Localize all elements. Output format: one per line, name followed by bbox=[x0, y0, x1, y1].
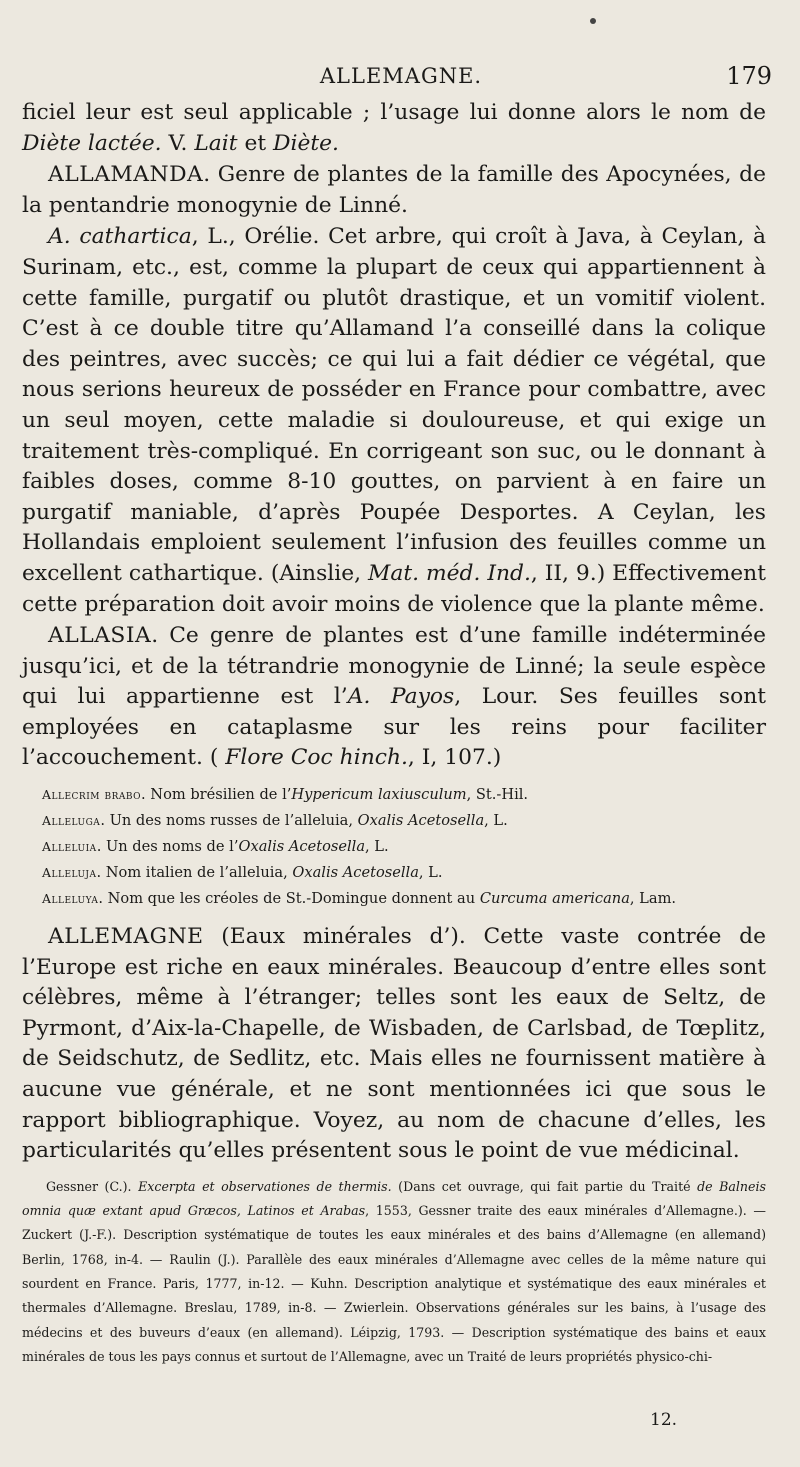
text-run: , L. bbox=[484, 812, 508, 830]
entry-headword: ALLASIA bbox=[48, 623, 152, 649]
italic-run: Diète lactée. bbox=[22, 130, 162, 156]
text-run: . Nom que les créoles de St.-Domingue donnent au bbox=[98, 890, 480, 908]
text-run: Gessner (C.). bbox=[46, 1178, 139, 1194]
entry-allasia bbox=[22, 621, 766, 774]
italic-run: Curcuma americana bbox=[479, 890, 630, 908]
page-body bbox=[22, 98, 766, 1369]
text-run: ficiel leur est seul applicable ; l’usage lui donne alors le nom de bbox=[22, 100, 766, 125]
short-entry bbox=[42, 834, 766, 860]
paragraph-continuation bbox=[22, 98, 766, 159]
ink-speck bbox=[590, 18, 596, 24]
italic-run: Diète. bbox=[273, 130, 339, 156]
page-header bbox=[22, 58, 780, 98]
entry-headword: Alleluga bbox=[42, 813, 101, 829]
text-run: , II, 9.) Effectivement cette préparation doit avoir moins de violence que la plante même. bbox=[22, 560, 766, 617]
short-entries bbox=[42, 782, 766, 912]
short-entry bbox=[42, 782, 766, 808]
running-head: ALLEMAGNE. bbox=[319, 64, 483, 88]
text-run: . Un des noms russes de l’alleluia, bbox=[100, 812, 358, 830]
text-run: V. bbox=[161, 130, 195, 156]
italic-run: Oxalis Acetosella bbox=[292, 864, 419, 882]
text-run: , Lam. bbox=[629, 890, 677, 908]
text-run: et bbox=[237, 130, 274, 156]
entry-headword: Allecrim brabo bbox=[42, 787, 142, 803]
italic-run: Oxalis Acetosella bbox=[357, 812, 485, 830]
text-run: , St.-Hil. bbox=[466, 786, 529, 804]
text-run: . Nom brésilien de l’ bbox=[141, 786, 292, 804]
italic-run: Flore Coc hinch. bbox=[225, 745, 408, 771]
short-entry bbox=[42, 860, 766, 886]
text-run: , Lour. Ses feuilles sont employées en cataplasme sur les reins pour faciliter l’accouchement. ( bbox=[22, 684, 767, 771]
italic-run: Hypericum laxiusculum bbox=[291, 786, 467, 804]
entry-allamanda bbox=[22, 160, 766, 221]
entry-headword: Alleluia bbox=[42, 839, 97, 855]
text-run: , L. bbox=[418, 864, 443, 882]
text-run: (Eaux minérales d’). Cette vaste contrée de l’Europe est riche en eaux minérales. Beaucoup d’entre elles sont célèbres, même à l’étranger; telles sont les eaux de Seltz, de Pyrmont, d’Aix-la-Chapelle, de Wisbaden, de Carlsbad, de Tœplitz, de Seidschutz, de Sedlitz, etc. Mais elles ne fournissent matière à aucune vue générale, et ne sont mentionnées ici que sous le rapport bibliographique. Voyez, au nom de chacune d’elles, les particularités qu’elles présentent sous le point de vue médicinal. bbox=[22, 924, 766, 1164]
text-run: . Nom italien de l’alleluia, bbox=[96, 864, 293, 882]
italic-run: Excerpta et observationes de thermis. bbox=[138, 1178, 392, 1194]
entry-allemagne bbox=[22, 922, 766, 1167]
text-run: . Un des noms de l’ bbox=[96, 838, 239, 856]
bibliography bbox=[22, 1175, 766, 1369]
text-run: , 1553, Gessner traite des eaux minérales d’Allemagne.). — Zuckert (J.-F.). Description systématique de toutes les eaux minérales et des bains d’Allemagne (en allemand) Berlin, 1768, in-4. — Raulin (J.). Parallèle des eaux minérales d’Allemagne avec celles de la même nature qui sourdent en France. Paris, 1777, in-12. — Kuhn. Description analytique et systématique des eaux minérales et thermales d’Allemagne. Breslau, 1789, in-8. — Zwierlein. Observations générales sur les bains, à l’usage des médecins et des buveurs d’eaux (en allemand). Léipzig, 1793. — Description systématique des bains et eaux minérales de tous les pays connus et surtout de l’Allemagne, avec un Traité de leurs propriétés physico-chi- bbox=[22, 1203, 766, 1364]
page-number: 179 bbox=[726, 62, 772, 90]
entry-headword: ALLAMANDA bbox=[48, 162, 204, 188]
text-run: , L. bbox=[365, 838, 389, 856]
italic-run: Lait bbox=[194, 130, 238, 156]
text-run: (Dans cet ouvrage, qui fait partie du Traité bbox=[391, 1178, 698, 1194]
entry-cathartica bbox=[22, 222, 766, 620]
short-entry bbox=[42, 886, 766, 912]
italic-run: Oxalis Acetosella bbox=[238, 838, 366, 856]
text-run: , I, 107.) bbox=[407, 745, 502, 771]
entry-headword: Alleluya bbox=[42, 891, 99, 907]
italic-run: A. Payos bbox=[347, 684, 455, 710]
text-run: . Ce genre de plantes est d’une famille indéterminée jusqu’ici, et de la tétrandrie monogynie de Linné; la seule espèce qui lui appartienne est l’ bbox=[22, 623, 766, 710]
entry-headword: ALLEMAGNE bbox=[48, 924, 204, 950]
signature-mark: 12. bbox=[650, 1410, 678, 1430]
italic-run: A. cathartica bbox=[48, 224, 192, 250]
short-entry bbox=[42, 808, 766, 834]
entry-headword: Alleluja bbox=[42, 865, 97, 881]
italic-run: de Balneis omnia quæ extant apud Græcos, Latinos et Arabas bbox=[22, 1178, 766, 1219]
text-run: , L., Orélie. Cet arbre, qui croît à Java, à Ceylan, à Surinam, etc., est, comme la plupart de ceux qui appartiennent à cette famille, purgatif ou plutôt drastique, et un vomitif violent. C’est à ce double titre qu’Allamand l’a conseillé dans la colique des peintres, avec succès; ce qui lui a fait dédier ce végétal, que nous serions heureux de posséder en France pour combattre, avec un seul moyen, cette maladie si douloureuse, et qui exige un traitement très-compliqué. En corrigeant son suc, ou le donnant à faibles doses, comme 8-10 gouttes, on parvient à en faire un purgatif maniable, d’après Poupée Desportes. A Ceylan, les Hollandais emploient seulement l’infusion des feuilles comme un excellent cathartique. (Ainslie, bbox=[22, 224, 766, 586]
text-run: . Genre de plantes de la famille des Apocynées, de la pentandrie monogynie de Linné. bbox=[22, 162, 766, 218]
italic-run: Mat. méd. Ind. bbox=[368, 560, 531, 586]
